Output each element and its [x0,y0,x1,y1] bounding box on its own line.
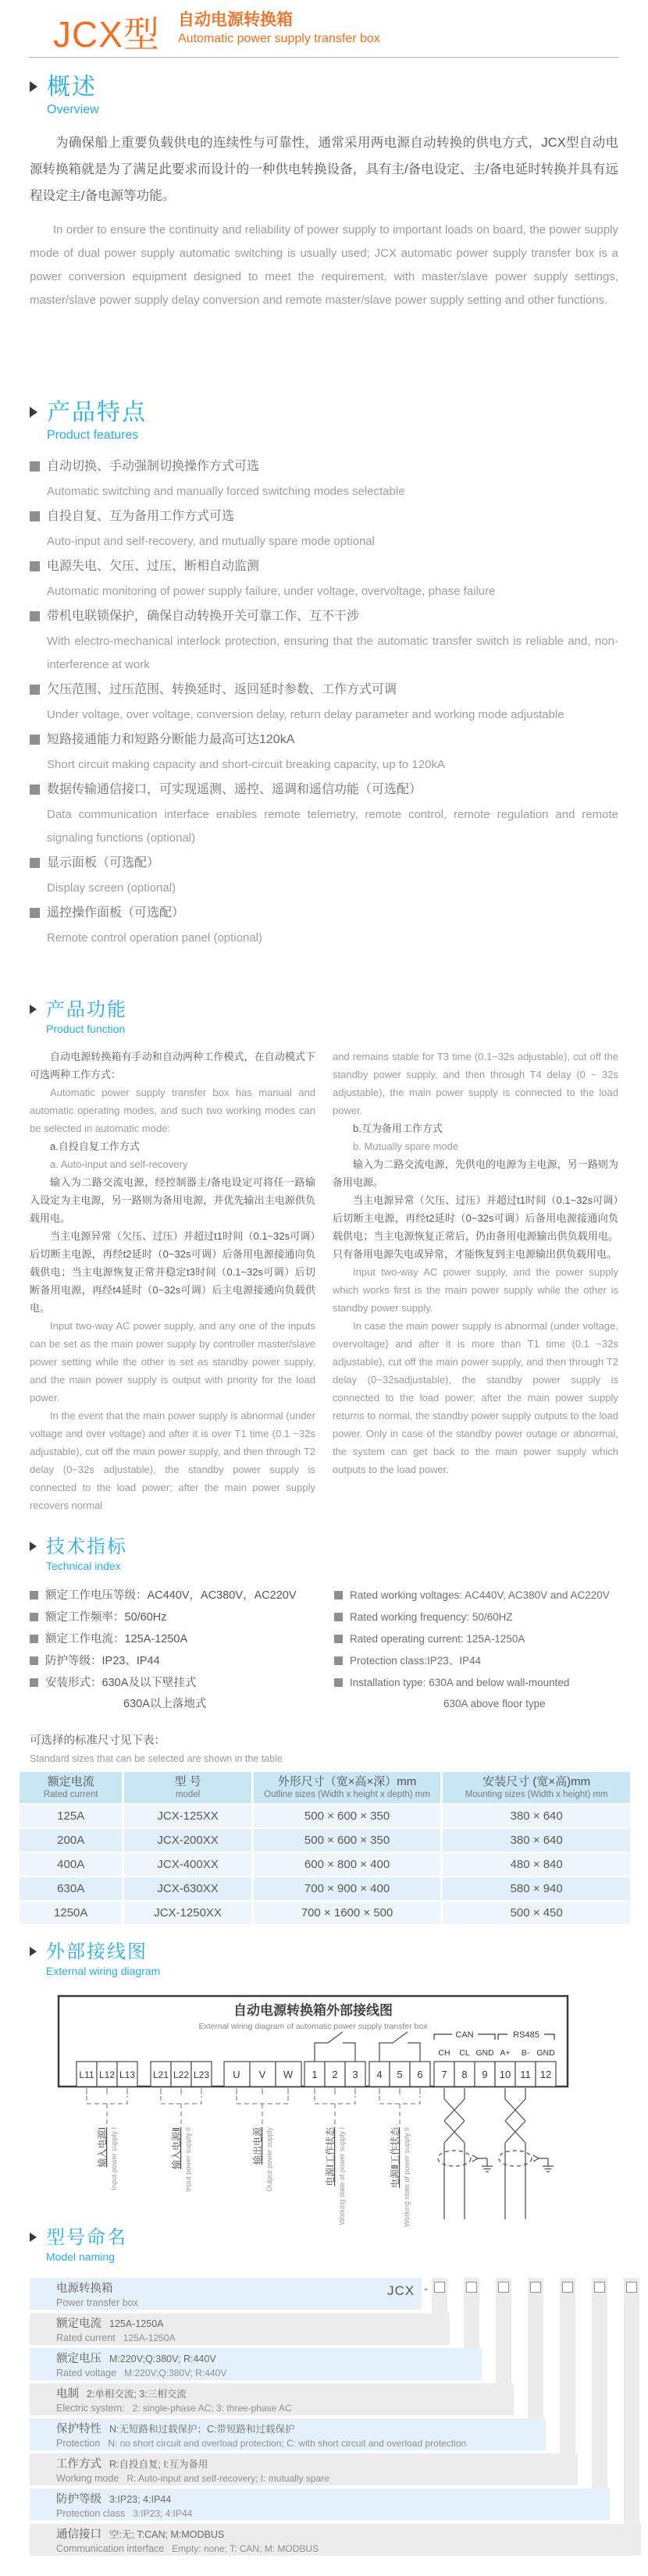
terminal-label: 9 [482,2069,488,2080]
terminal-label: V [258,2069,266,2080]
bullet-square-icon [30,1656,38,1665]
group-label-zh: 输入电源Ⅰ [97,2127,108,2168]
group-label-en: Input power supply II [184,2127,192,2193]
naming-strip [560,2278,575,2453]
wiring-heading [30,1941,618,1977]
naming-section [0,2227,648,2571]
list-item: 遥控操作面板（可选配） Remote control operation panel (optional) [30,900,618,950]
table-row: 200A JCX-200XX 500 × 600 × 350 380 × 640 [20,1829,630,1852]
table-note: 可选择的标准尺寸见下表： Standard sizes that can be selected are shown in the table [30,1735,283,1764]
group-label-zh: 电源Ⅰ工作状态 [325,2127,336,2186]
section-subtitle: Product function [46,1022,126,1035]
pin-label: GND [536,2048,555,2058]
bullet-square-icon [30,785,40,795]
function-heading [30,999,618,1035]
bullet-square-icon [334,1678,343,1687]
pin-label: B- [521,2048,530,2058]
list-item: 短路接通能力和短路分断能力最高可达120kA Short circuit making capacity and short-circuit breaking capacity, up to 120kA [30,727,618,777]
pin-label: A+ [500,2048,511,2058]
overview-section [30,74,618,312]
bullet-square-icon [30,1591,38,1599]
group-label-en: Working state of power supply I [338,2127,346,2226]
page-title-en: Automatic power supply transfer box [178,32,380,45]
tech-columns [30,1585,618,1714]
naming-code-box [498,2282,509,2293]
tech-section [30,1536,618,1714]
function-right-column: and remains stable for T3 time (0.1~32s adjustable), cut off the standby power supply, and then through T4 delay (0 ~ 32s adjustable), the main power supply is connected to the load power. b.互为备用工作方式 b. Mutually spare mode 输入为二路交流电源，先供电的电源为主电源，另一路则为备用电源。 当主电源异常（欠压、过压）并超过t1时间（0.1~32s可调）后切断主电源，再经t2延时（0~32s可调）后备用电源接通向负载供电；当主电源恢复正常后，仍由备用电源输出供负载用电。只有备用电源失电或异常，才能恢复到主电源输出供负载用电。 Input two-way AC power supply, and the power supply which works first is the main power supply while the other is standby power supply. In case the main power supply is abnormal (under voltage, overvoltage) and after it is more than T1 time (0.1 ~32s adjustable), cut off the main power supply, and then through T2 delay (0~32sadjustable), the standby power supply is connected to the load power; after the main power supply returns to normal, the standby power supply outputs to the load power. Only in case of the standby power outage or abnormal, the system can get back to the main power supply which outputs to the load power. [333,1050,618,1475]
section-title: 概述 [47,74,97,100]
terminal-label: 5 [397,2069,403,2080]
diagram-title-zh: 自动电源转换箱外部接线图 [233,2003,393,2018]
naming-code-box [466,2282,477,2293]
section-subtitle: Product features [47,428,139,442]
twisted-pair-rs485 [499,2088,554,2219]
naming-code-box [626,2282,637,2293]
section-subtitle: Model naming [46,2250,115,2263]
naming-code-box [594,2282,605,2293]
product-model: JCX型 [53,14,160,55]
features-list [30,454,618,950]
section-title: 型号命名 [46,2227,127,2248]
section-title: 技术指标 [46,1536,127,1557]
bullet-square-icon [30,1678,38,1687]
sizes-table [17,1770,632,1926]
list-item: 数据传输通信接口，可实现遥测、遥控、遥调和遥信功能（可选配） Data communication interface enables remote telemetry, remote control, remote regulation and remote signaling functions (optional) [30,777,618,850]
table-row: 125A JCX-125XX 500 × 600 × 350 380 × 640 [20,1805,630,1827]
naming-row: 防护等级 3:IP23; 4:IP44 Protection class 3:IP23; 4:IP44 [30,2489,610,2521]
rs485-label: RS485 [513,2030,539,2040]
bullet-square-icon [30,685,40,695]
wiring-section [30,1941,618,1977]
terminal-label: 1 [312,2069,318,2080]
tech-left-column: 额定工作电压等级：AC440V，AC380V，AC220V 额定工作频率：50/60Hz 额定工作电流：125A-1250A 防护等级：IP23、IP44 安装形式：630A及以下壁挂式 630A以上落地式 [30,1585,314,1714]
list-item: 显示面板（可选配） Display screen (optional) [30,850,618,900]
diagram-title-en: External wiring diagram of automatic power supply transfer box [198,2022,428,2031]
bullet-square-icon [30,908,40,918]
bullet-square-icon [30,611,40,621]
group-label-zh: 输入电源Ⅱ [171,2127,182,2169]
section-arrow-icon [30,1005,37,1014]
list-item: 欠压范围、过压范围、转换延时、返回延时参数、工作方式可调 Under voltage, over voltage, conversion delay, return delay parameter and working mode adjustable [30,677,618,727]
function-left-column: 自动电源转换箱有手动和自动两种工作模式，在自动模式下可选两种工作方式： Automatic power supply transfer box has manual and automatic operating modes, and such two working modes can be selected in automatic mode: a.自投自复工作方式 a. Auto-input and self-recovery 输入为二路交流电源，经控制器主/备电设定可将任一路输入设定为主电源，另一路则为备用电源，并优先输出主电源供负载用电。 当主电源异常（欠压、过压）并超过t1时间（0.1~32s可调）后切断主电源，再经t2延时（0~32s可调）后备用电源接通向负载供电；当主电源恢复正常并稳定t3时间（0.1~32s可调）后切断备用电源，再经t4延时（0~32s可调）后主电源接通向负载供电。 Input two-way AC power supply, and any one of the inputs can be set as the main power supply by controller master/slave power setting while the other is set as standby power supply, and the main power supply is output with priority for the load power. In the event that the main power supply is abnormal (under voltage and over voltage) and after it is over T1 time (0.1 ~32s adjustable), cut off the main power supply, and then through T2 delay (0~32s adjustable), the standby power supply is connected to the load power; after the main power supply recovers normal [30,1050,315,1511]
pin-label: CL [459,2048,470,2058]
naming-strip [528,2278,543,2418]
header-divider [29,57,619,58]
list-item: 自投自复、互为备用工作方式可选 Auto-input and self-recovery, and mutually spare mode optional [30,503,618,553]
terminal-label: 11 [520,2069,531,2080]
section-arrow-icon [30,407,37,418]
page-title: 自动电源转换箱 [178,11,293,29]
bullet-square-icon [30,461,40,471]
wiring-diagram [23,1993,617,2250]
table-row: 1250A JCX-1250XX 700 × 1600 × 500 500 × 450 [20,1902,630,1924]
bullet-square-icon [30,858,40,868]
pin-label: CH [438,2048,450,2058]
terminal-label: 8 [461,2069,468,2080]
list-item: 电源失电、欠压、过压、断相自动监测 Automatic monitoring of power supply failure, under voltage, overvoltage, phase failure [30,553,618,603]
overview-paragraph-zh: 为确保船上重要负载供电的连续性与可靠性，通常采用两电源自动转换的供电方式，JCX型自动电源转换箱就是为了满足此要求而设计的一种供电转换设备，具有主/备电设定、主/备电延时转换并具有远程设定主/备电源等功能。 [30,135,618,203]
table-header-row: 额定电流 Rated current 型 号 model 外形尺寸（宽×高×深）mm Outline sizes (Width x height x depth) mm 安装尺寸 (宽×高)mm Mounting sizes (Width x height) mm [20,1772,630,1803]
terminal-label: 12 [539,2069,552,2080]
terminal-label: L21 [152,2069,169,2080]
terminal-label: L13 [119,2069,136,2080]
terminal-label: U [233,2069,240,2080]
section-title: 外部接线图 [46,1941,148,1962]
naming-strip [624,2278,639,2524]
terminal-label: 3 [352,2069,358,2080]
naming-row: 电制 2:单相交流; 3:三相交流 Electric system: 2: single-phase AC; 3: three-phase AC [30,2383,514,2415]
bullet-square-icon [30,735,40,745]
function-section [30,999,618,1514]
naming-code-box [562,2282,573,2293]
bullet-square-icon [30,1635,38,1643]
naming-strip [496,2278,511,2383]
contact-switch-icon [379,2032,420,2062]
terminal-label: L11 [79,2069,94,2080]
bullet-square-icon [334,1613,343,1621]
tech-heading [30,1536,618,1572]
table-row: 630A JCX-630XX 700 × 900 × 400 580 × 940 [20,1877,630,1900]
section-subtitle: External wiring diagram [46,1964,161,1977]
bullet-square-icon [334,1591,343,1599]
bullet-square-icon [30,561,40,571]
function-columns [30,1048,618,1514]
naming-prefix: JCX [387,2283,415,2298]
twisted-pair-can [438,2088,493,2219]
contact-switch-icon [315,2032,355,2062]
naming-row: 保护特性 N:无短路和过载保护；C:带短路和过载保护 Protection N: no short circuit and overload protection; C: with short circuit and overload protection [30,2418,546,2450]
terminal-label: 10 [499,2069,511,2080]
group-label-en: Working state of power supply II [403,2127,411,2227]
naming-row: 额定电压 M:220V;Q:380V; R:440V Rated voltage M:220V;Q:380V; R:440V [30,2348,482,2380]
terminal-label: 2 [332,2069,338,2080]
terminal-label: 7 [441,2069,447,2080]
naming-separator: - [424,2282,428,2296]
naming-code-box [434,2282,445,2293]
pin-label: GND [475,2048,494,2058]
section-subtitle: Technical index [46,1559,121,1572]
terminal-label: L12 [98,2069,116,2080]
section-arrow-icon [30,1542,37,1551]
section-subtitle: Overview [47,102,99,116]
group-label-zh: 输出电源 [252,2127,263,2165]
group-label-en: Input power supply I [110,2127,118,2190]
group-brackets [87,2096,420,2124]
section-title: 产品功能 [46,999,127,1020]
naming-row: 通信接口 空:无; T:CAN; M:MODBUS Communication interface Empty: none; T: CAN; M: MODBUS [30,2524,641,2556]
naming-row: 额定电流 125A-1250A Rated current 125A-1250A [30,2313,450,2345]
naming-row: 电源转换箱 Power transfer box [30,2278,422,2310]
naming-strip [592,2278,607,2489]
list-item: 带机电联锁保护，确保自动转换开关可靠工作、互不干涉 With electro-mechanical interlock protection, ensuring that the automatic transfer switch is reliable and, non-interference at work [30,603,618,677]
table-row: 400A JCX-400XX 600 × 800 × 400 480 × 840 [20,1853,630,1876]
page-header [0,0,648,58]
section-arrow-icon [30,1947,37,1956]
overview-paragraph-en: In order to ensure the continuity and reliability of power supply to important loads on board, the power supply mode of dual power supply automatic switching is usually used; JCX automatic power supply transfer box is a power conversion equipment designed to meet the requirement, with master/slave power supply settings, master/slave power supply delay conversion and remote master/slave power supply setting and other functions. [30,222,618,307]
naming-row: 工作方式 R:自投自复; I:互为备用 Working mode R: Auto-input and self-recovery; I: mutually spare [30,2453,578,2485]
naming-code-box [530,2282,541,2293]
overview-heading [30,74,618,117]
terminal-label: W [283,2069,294,2080]
terminal-stubs [87,2088,420,2094]
bullet-square-icon [334,1635,343,1643]
bullet-square-icon [334,1656,343,1665]
section-title: 产品特点 [47,400,147,425]
terminal-label: 4 [376,2069,383,2080]
naming-heading [30,2227,648,2263]
can-label: CAN [455,2030,474,2040]
terminal-label: 6 [417,2069,423,2080]
features-section [30,400,618,950]
bullet-square-icon [30,1613,38,1621]
bullet-square-icon [30,511,40,521]
features-heading [30,400,618,443]
terminal-label: L22 [173,2069,190,2080]
group-label-zh: 电源Ⅱ工作状态 [390,2127,401,2188]
terminal-label: L23 [193,2069,210,2080]
tech-right-column: Rated working voltages: AC440V, AC380V and AC220V Rated working frequency: 50/60HZ Rated operating current: 125A-1250A Protection class:IP23、IP44 Installation type: 630A and below wall-mounted 630A above floor type [334,1585,618,1714]
section-arrow-icon [30,2233,37,2242]
section-arrow-icon [30,81,37,92]
list-item: 自动切换、手动强制切换操作方式可选 Automatic switching and manually forced switching modes selectable [30,454,618,503]
group-label-en: Output power supply [265,2127,273,2192]
